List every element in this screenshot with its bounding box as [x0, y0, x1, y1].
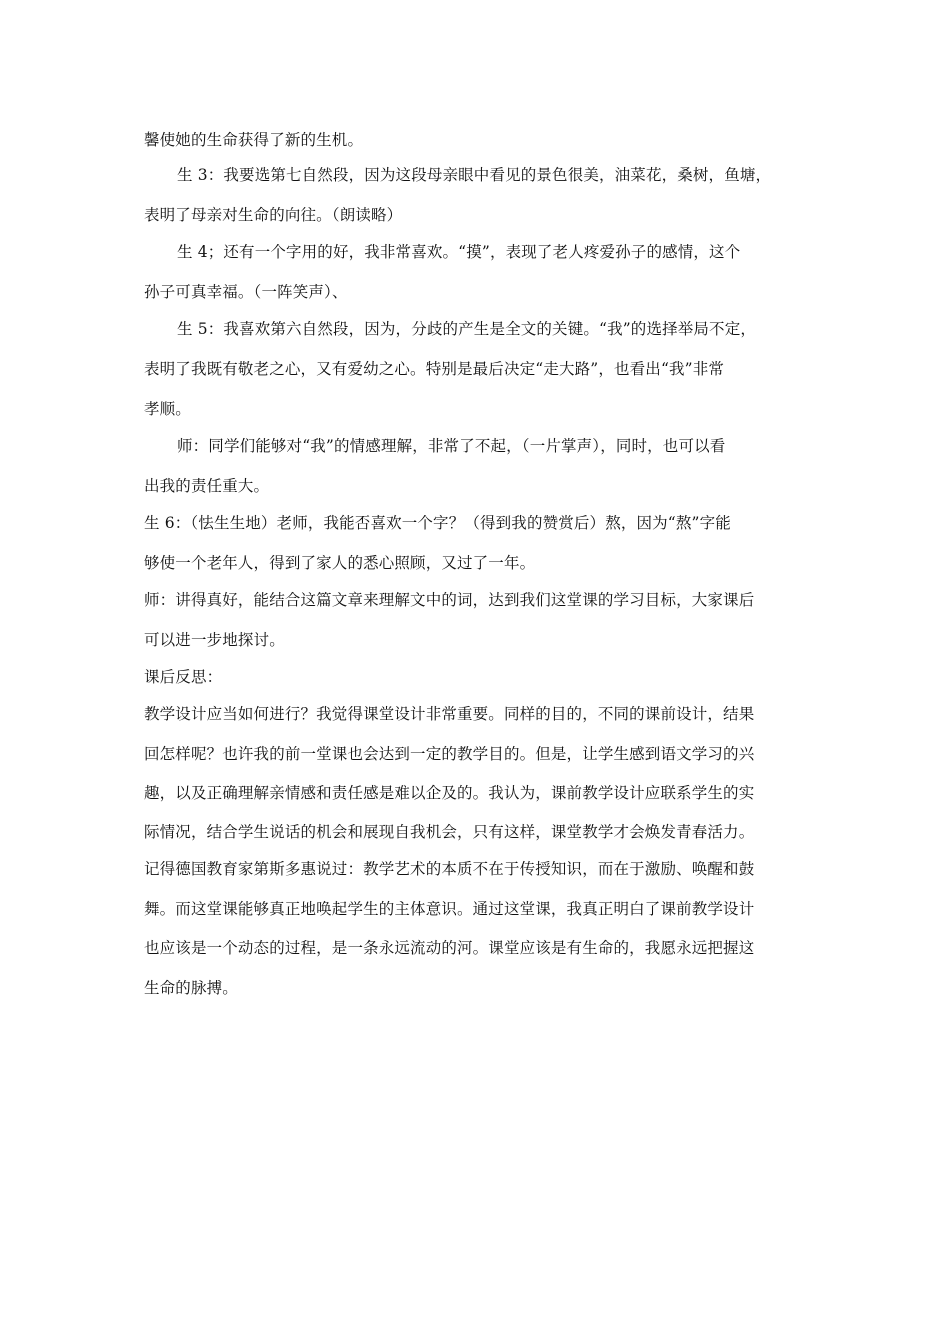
text-line: 舞。而这堂课能够真正地唤起学生的主体意识。通过这堂课，我真正明白了课前教学设计 — [144, 900, 755, 918]
text-line: 表明了我既有敬老之心，又有爱幼之心。特别是最后决定“走大路”，也看出“我”非常 — [144, 360, 725, 378]
text-line: 孙子可真幸福。（一阵笑声）、 — [144, 283, 348, 301]
text-line: 孝顺。 — [144, 400, 191, 418]
text-line: 可以进一步地探讨。 — [144, 631, 285, 649]
text-line: 生 3：我要选第七自然段，因为这段母亲眼中看见的景色很美，油菜花，桑树，鱼塘， — [177, 166, 772, 184]
text-line: 也应该是一个动态的过程，是一条永远流动的河。课堂应该是有生命的，我愿永远把握这 — [144, 939, 755, 957]
text-line: 师：讲得真好，能结合这篇文章来理解文中的词，达到我们这堂课的学习目标，大家课后 — [144, 591, 755, 609]
text-line: 表明了母亲对生命的向往。（朗读略） — [144, 206, 403, 224]
text-line: 够使一个老年人，得到了家人的悉心照顾，又过了一年。 — [144, 554, 536, 572]
text-line: 回怎样呢？也许我的前一堂课也会达到一定的教学目的。但是，让学生感到语文学习的兴 — [144, 745, 755, 763]
text-line: 趣，以及正确理解亲情感和责任感是难以企及的。我认为，课前教学设计应联系学生的实 — [144, 784, 755, 802]
text-line: 生 5：我喜欢第六自然段，因为，分歧的产生是全文的关键。“我”的选择举局不定， — [177, 320, 756, 338]
section-heading: 课后反思： — [144, 668, 223, 686]
text-line: 师：同学们能够对“我”的情感理解，非常了不起，（一片掌声），同时，也可以看 — [177, 437, 726, 455]
text-line: 馨使她的生命获得了新的生机。 — [144, 131, 364, 149]
text-line: 教学设计应当如何进行？我觉得课堂设计非常重要。同样的目的，不同的课前设计，结果 — [144, 705, 755, 723]
text-line: 际情况，结合学生说话的机会和展现自我机会，只有这样，课堂教学才会焕发青春活力。 — [144, 823, 755, 841]
text-line: 记得德国教育家第斯多惠说过：教学艺术的本质不在于传授知识，而在于激励、唤醒和鼓 — [144, 860, 755, 878]
text-line: 出我的责任重大。 — [144, 477, 270, 495]
text-line: 生 6：（怯生生地）老师，我能否喜欢一个字？（得到我的赞赏后）熬，因为“熬”字能 — [144, 514, 731, 532]
text-line: 生命的脉搏。 — [144, 979, 238, 997]
text-line: 生 4；还有一个字用的好，我非常喜欢。“摸”，表现了老人疼爱孙子的感情，这个 — [177, 243, 741, 261]
